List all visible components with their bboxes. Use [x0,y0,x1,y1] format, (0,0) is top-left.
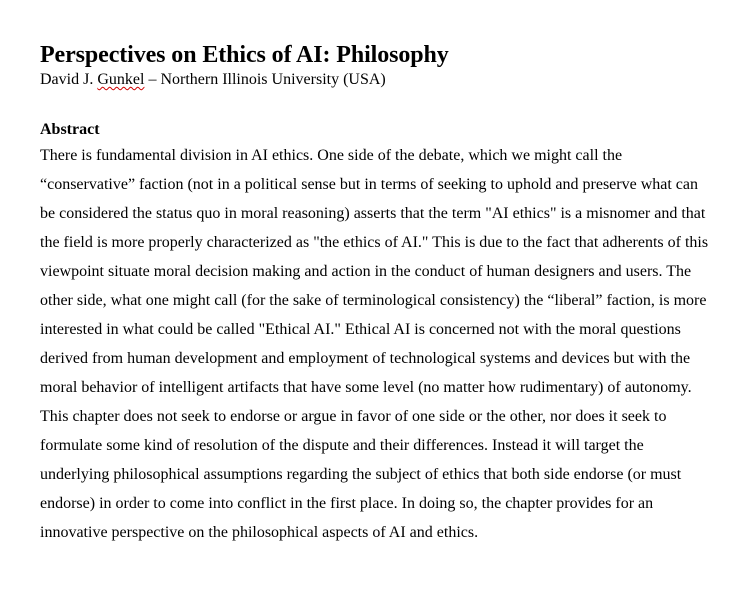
author-last-name: Gunkel [97,71,145,88]
author-first-name: David J. [40,71,94,88]
document-page [40,40,710,547]
author-line [40,70,710,89]
author-affiliation: – Northern Illinois University (USA) [144,71,386,88]
document-title: Perspectives on Ethics of AI: Philosophy [40,42,449,68]
abstract-heading: Abstract [40,121,100,138]
abstract-text: There is fundamental division in AI ethics. One side of the debate, which we might call the “conservative” faction (not in a political sense but in terms of seeking to uphold and preserve what can be considered the status quo in moral reasoning) asserts that the term "AI ethics" is a misnomer and that the field is more properly characterized as "the ethics of AI." This is due to the fact that adherents of this viewpoint situate moral decision making and action in the conduct of human designers and users. The other side, what one might call (for the sake of terminological consistency) the “liberal” faction, is more interested in what could be called "Ethical AI." Ethical AI is concerned not with the moral questions derived from human development and employment of technological systems and devices but with the moral behavior of intelligent artifacts that have some level (no matter how rudimentary) of autonomy. This chapter does not seek to endorse or argue in favor of one side or the other, nor does it seek to formulate some kind of resolution of the dispute and their differences. Instead it will target the underlying philosophical assumptions regarding the subject of ethics that both side endorse (or must endorse) in order to come into conflict in the first place. In doing so, the chapter provides for an innovative perspective on the philosophical aspects of AI and ethics. [40,147,709,541]
